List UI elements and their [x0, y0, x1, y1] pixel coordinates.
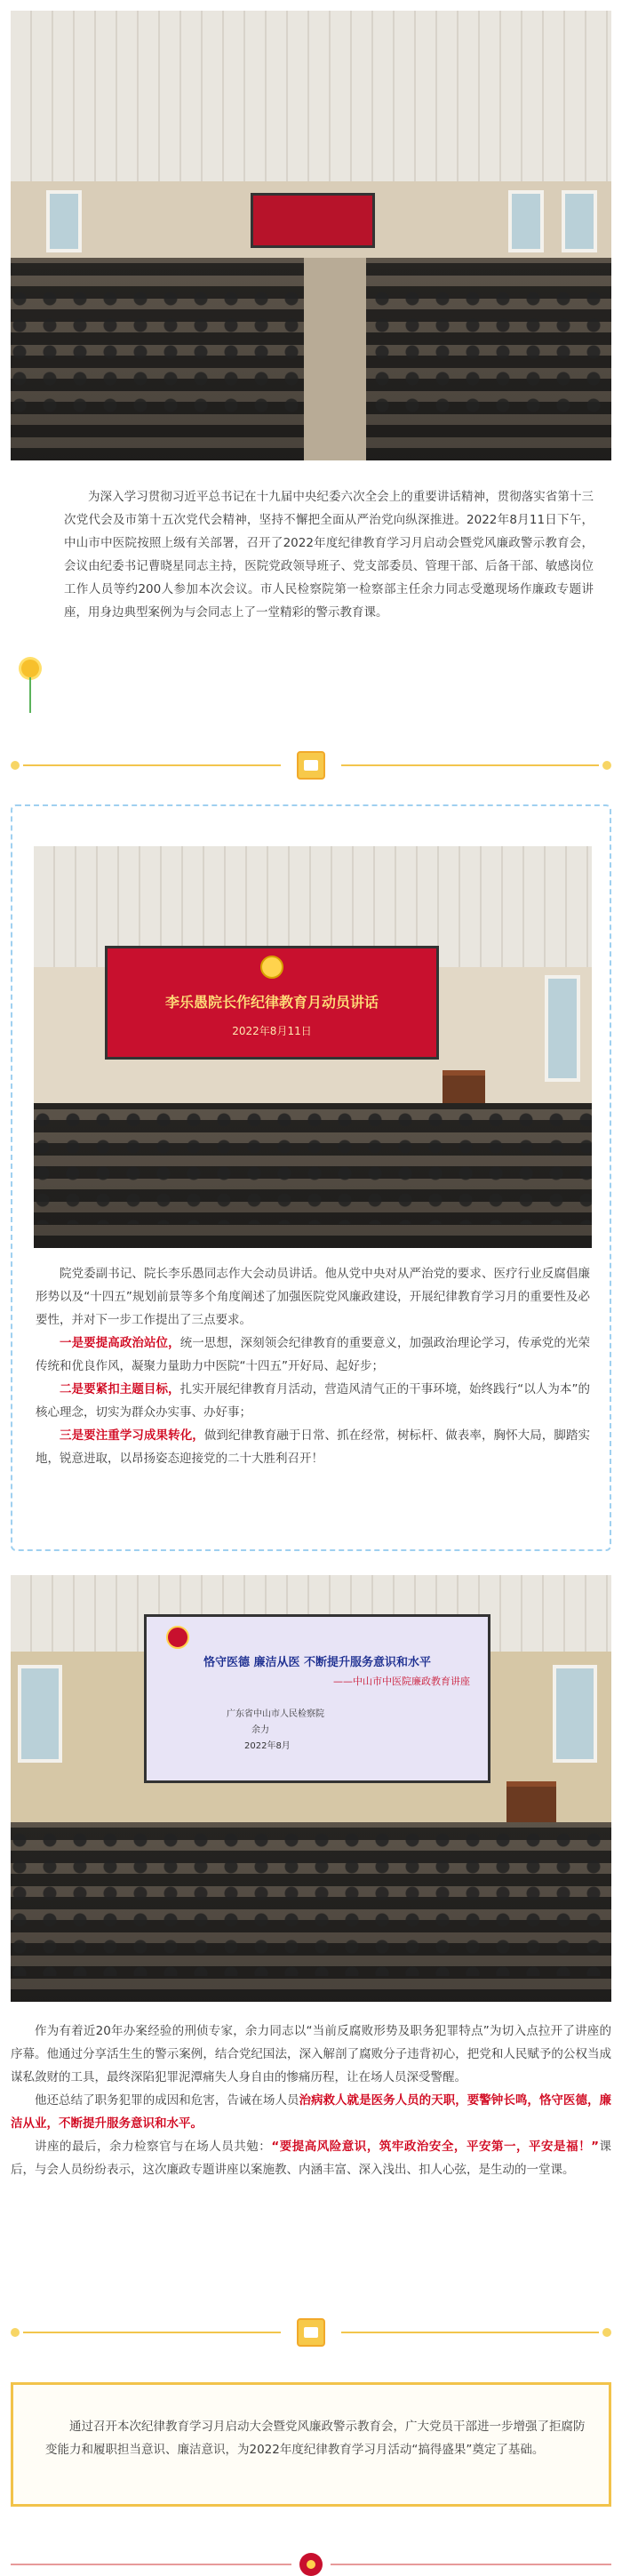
party-emblem-icon: [299, 2553, 323, 2576]
bottom-line-left: [11, 2564, 291, 2565]
lecture-p3: 讲座的最后，余力检察官与在场人员共勉：“要提高风险意识，筑牢政治安全，平安第一，平安是福！”课后，与会人员纷纷表示，这次廉政专题讲座以案施教、内涵丰富、深入浅出、扣人心弦，是生动的一堂课。: [11, 2140, 612, 2177]
summary-text: 通过召开本次纪律教育学习月启动大会暨党风廉政警示教育会，广大党员干部进一步增强了拒腐防变能力和履职担当意识、廉洁意识，为2022年度纪律教育学习月活动“搞得盛果”奠定了基础。: [45, 2420, 586, 2457]
lecture-date: 2022年8月: [244, 1741, 291, 1751]
point-2: 二是要紧扣主题目标，扎实开展纪律教育月活动，营造风清气正的干事环境，始终践行“以人为本”的核心理念，切实为群众办实事、办好事；: [36, 1382, 590, 1420]
photo-conference-hall: [11, 11, 611, 460]
point-3: 三是要注重学习成果转化，做到纪律教育融于日常、抓在经常，树标杆、做表率，胸怀大局，脚踏实地，锐意进取，以昂扬姿态迎接党的二十大胜利召开！: [36, 1428, 591, 1466]
section-divider: [11, 751, 611, 780]
sunflower-icon: [20, 660, 41, 713]
lecture-title: 恪守医德 廉洁从医 不断提升服务意识和水平: [203, 1656, 432, 1669]
speech-intro: 院党委副书记、院长李乐愚同志作大会动员讲话。他从党中央对从严治党的要求、医疗行业反腐倡廉形势以及“十四五”规划前景等多个角度阐述了加强医院党风廉政建设，开展纪律教育学习月的重要性及必要性，并对下一步工作提出了三点要求。: [36, 1267, 590, 1327]
bottom-line-right: [331, 2564, 611, 2565]
screen-title: 李乐愚院长作纪律教育月动员讲话: [164, 994, 379, 1011]
intro-text: 为深入学习贯彻习近平总书记在十九届中央纪委六次全会上的重要讲话精神，贯彻落实省第十三次党代会及市第十五次党代会精神，坚持不懈把全面从严治党向纵深推进。2022年8月11日下午，中山市中医院按照上级有关部署，召开了2022年度纪律教育学习月启动会暨党风廉政警示教育会，会议由纪委书记曹晓星同志主持，医院党政领导班子、党支部委员、管理干部、后备干部、敏感岗位工作人员等约200人参加本次会议。市人民检察院第一检察部主任余力同志受邀现场作廉政专题讲座，用身边典型案例为与会同志上了一堂精彩的警示教育课。: [64, 490, 594, 620]
lecture-subtitle: ——中山市中医院廉政教育讲座: [333, 1676, 470, 1687]
lecture-text: [11, 2020, 611, 2181]
screen-date: 2022年8月11日: [232, 1025, 312, 1037]
book-icon-2: [297, 2318, 325, 2347]
photo-lecture: [11, 1575, 611, 2002]
lecture-organizer: 广东省中山市人民检察院: [227, 1709, 324, 1719]
president-speech-text: [36, 1262, 590, 1470]
summary-box: [11, 2382, 611, 2507]
section-divider-2: [11, 2318, 611, 2347]
lecture-p1: 作为有着近20年办案经验的刑侦专家，余力同志以“当前反腐败形势及职务犯罪特点”为切入点拉开了讲座的序幕。他通过分享活生生的警示案例，结合党纪国法，深入解剖了腐败分子违背初心，把党和人民赋予的公权当成谋私敛财的工具，最终深陷犯罪泥潭痛失人身自由的惨痛历程，让在场人员深受警醒。: [11, 2024, 611, 2084]
intro-paragraph: [64, 485, 594, 624]
photo-president-speech: [34, 846, 592, 1248]
lecture-screen: [144, 1614, 490, 1783]
book-icon: [297, 751, 325, 780]
lecture-p2: 他还总结了职务犯罪的成因和危害，告诫在场人员治病救人就是医务人员的天职，要警钟长鸣，恪守医德，廉洁从业，不断提升服务意识和水平。: [11, 2093, 611, 2131]
presentation-screen: [105, 946, 439, 1060]
point-1: 一是要提高政治站位，统一思想，深刻领会纪律教育的重要意义，加强政治理论学习，传承党的光荣传统和优良作风，凝聚力量助力中医院“十四五”开好局、起好步；: [36, 1336, 591, 1373]
lecture-speaker: 余力: [251, 1725, 269, 1735]
